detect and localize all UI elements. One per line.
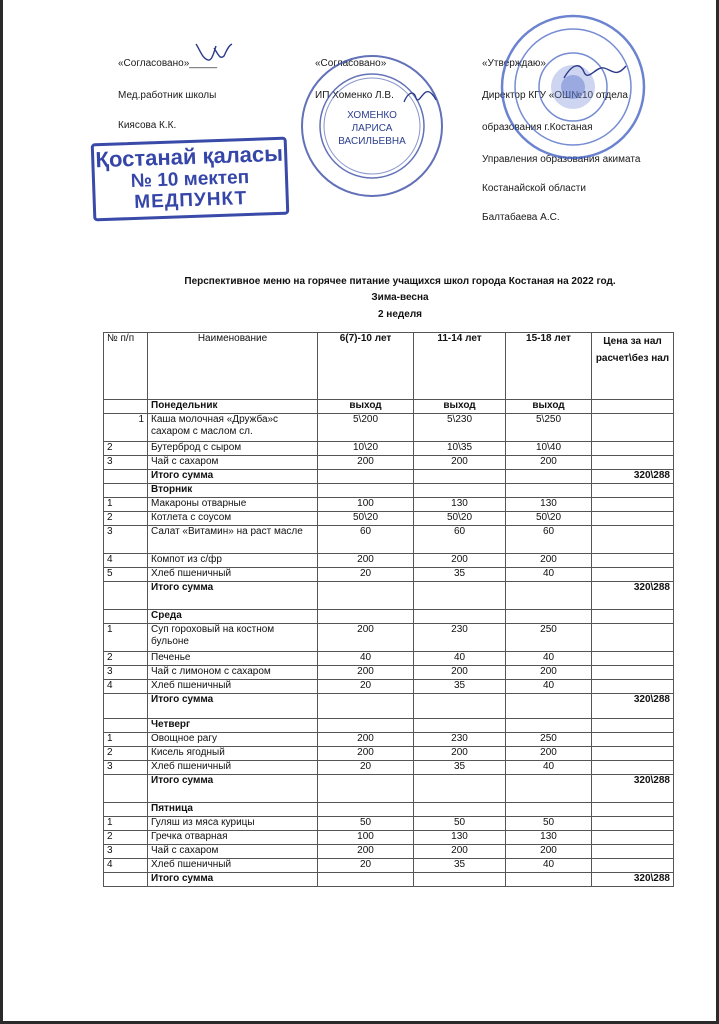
total-row <box>104 873 674 887</box>
cell-num: 2 <box>104 747 148 761</box>
table-row <box>104 859 674 873</box>
cell-age-3 <box>506 484 592 498</box>
cell-name: Хлеб пшеничный <box>148 859 318 873</box>
cell-num: 3 <box>104 456 148 470</box>
cell-age-1: 200 <box>318 456 414 470</box>
cell-price <box>592 484 674 498</box>
table-header-row <box>104 333 674 400</box>
cell-price <box>592 845 674 859</box>
cell-price: 320\288 <box>592 694 674 719</box>
director-line: Директор КГУ «ОШ№10 отдела <box>482 90 628 101</box>
ip-name: ИП Хоменко Л.В. <box>315 90 394 101</box>
cell-price: 320\288 <box>592 470 674 484</box>
cell-price <box>592 733 674 747</box>
cell-age-1: 200 <box>318 554 414 568</box>
cell-age-1: 200 <box>318 624 414 652</box>
medic-position: Мед.работник школы <box>118 90 217 101</box>
cell-age-1: 200 <box>318 747 414 761</box>
cell-num: 1 <box>104 733 148 747</box>
ip-stamp-line: ВАСИЛЬЕВНА <box>338 136 406 147</box>
total-row <box>104 694 674 719</box>
cell-age-2 <box>414 775 506 803</box>
cell-num <box>104 484 148 498</box>
cell-num: 3 <box>104 845 148 859</box>
cell-age-3 <box>506 694 592 719</box>
cell-name: Четверг <box>148 719 318 733</box>
ip-stamp-line: ЛАРИСА <box>351 123 393 134</box>
cell-age-3: 40 <box>506 680 592 694</box>
cell-age-2: 130 <box>414 831 506 845</box>
cell-price <box>592 624 674 652</box>
table-row <box>104 624 674 652</box>
cell-age-2: 35 <box>414 761 506 775</box>
cell-age-3: 200 <box>506 845 592 859</box>
cell-num: 1 <box>104 414 148 442</box>
cell-age-1: 200 <box>318 666 414 680</box>
cell-age-1: 100 <box>318 831 414 845</box>
cell-age-1 <box>318 694 414 719</box>
cell-name: Хлеб пшеничный <box>148 568 318 582</box>
director-line: Управления образования акимата <box>482 154 641 165</box>
cell-num <box>104 694 148 719</box>
cell-name: Котлета с соусом <box>148 512 318 526</box>
cell-name: Бутерброд с сыром <box>148 442 318 456</box>
cell-name: Гречка отварная <box>148 831 318 845</box>
cell-name: Чай с лимоном с сахаром <box>148 666 318 680</box>
cell-num: 3 <box>104 666 148 680</box>
cell-age-2 <box>414 582 506 610</box>
cell-age-3 <box>506 803 592 817</box>
cell-age-1: 10\20 <box>318 442 414 456</box>
cell-price <box>592 817 674 831</box>
day-header-row <box>104 400 674 414</box>
cell-age-3: 250 <box>506 733 592 747</box>
cell-age-3: 40 <box>506 859 592 873</box>
season-label: Зима-весна <box>371 292 429 303</box>
cell-age-3: 40 <box>506 652 592 666</box>
cell-price <box>592 526 674 554</box>
cell-age-2: 230 <box>414 624 506 652</box>
cell-age-2 <box>414 803 506 817</box>
cell-age-3: 40 <box>506 568 592 582</box>
cell-age-1: 50 <box>318 817 414 831</box>
cell-age-2: выход <box>414 400 506 414</box>
cell-num: 4 <box>104 554 148 568</box>
cell-name: Итого сумма <box>148 470 318 484</box>
table-row <box>104 512 674 526</box>
table-row <box>104 414 674 442</box>
cell-age-1: 20 <box>318 680 414 694</box>
cell-name: Салат «Витамин» на раст масле <box>148 526 318 554</box>
cell-price <box>592 652 674 666</box>
cell-num: 2 <box>104 512 148 526</box>
header-age-3: 15-18 лет <box>506 333 592 400</box>
cell-age-3 <box>506 775 592 803</box>
cell-age-3: выход <box>506 400 592 414</box>
director-name: Балтабаева А.С. <box>482 212 560 223</box>
cell-num <box>104 803 148 817</box>
menu-table <box>103 332 674 887</box>
table-row <box>104 652 674 666</box>
cell-age-2: 50\20 <box>414 512 506 526</box>
cell-num <box>104 582 148 610</box>
cell-age-1 <box>318 484 414 498</box>
cell-name: Компот из с/фр <box>148 554 318 568</box>
cell-name: Итого сумма <box>148 775 318 803</box>
cell-age-2: 5\230 <box>414 414 506 442</box>
cell-num: 2 <box>104 831 148 845</box>
table-row <box>104 568 674 582</box>
cell-num: 3 <box>104 761 148 775</box>
cell-age-2 <box>414 719 506 733</box>
cell-price <box>592 568 674 582</box>
cell-price <box>592 400 674 414</box>
cell-age-2 <box>414 873 506 887</box>
ip-round-stamp <box>298 52 446 200</box>
medic-name: Киясова К.К. <box>118 120 177 131</box>
cell-num: 5 <box>104 568 148 582</box>
cell-price <box>592 498 674 512</box>
table-row <box>104 747 674 761</box>
cell-age-1 <box>318 582 414 610</box>
header-age-2: 11-14 лет <box>414 333 506 400</box>
agreed-medic-label: «Согласовано»_____ <box>118 58 218 69</box>
cell-name: Овощное рагу <box>148 733 318 747</box>
cell-age-1: 100 <box>318 498 414 512</box>
signature-medic-icon <box>190 38 240 70</box>
cell-num: 1 <box>104 817 148 831</box>
header-age-1: 6(7)-10 лет <box>318 333 414 400</box>
medpunkt-stamp-line: № 10 мектеп <box>130 166 250 193</box>
day-header-row <box>104 719 674 733</box>
cell-name: Среда <box>148 610 318 624</box>
cell-age-3: 50\20 <box>506 512 592 526</box>
table-row <box>104 831 674 845</box>
header-num: № п/п <box>104 333 148 400</box>
cell-name: Вторник <box>148 484 318 498</box>
cell-age-3: 50 <box>506 817 592 831</box>
cell-num: 2 <box>104 442 148 456</box>
approved-label: «Утверждаю» <box>482 58 546 69</box>
cell-age-3 <box>506 610 592 624</box>
cell-name: Понедельник <box>148 400 318 414</box>
cell-age-2 <box>414 470 506 484</box>
cell-price <box>592 859 674 873</box>
signature-ip-icon <box>400 84 440 110</box>
cell-name: Каша молочная «Дружба»с сахаром с маслом сл. <box>148 414 318 442</box>
cell-price <box>592 512 674 526</box>
document-title: Перспективное меню на горячее питание учащихся школ города Костаная на 2022 год. <box>184 276 616 287</box>
cell-num: 3 <box>104 526 148 554</box>
cell-price: 320\288 <box>592 582 674 610</box>
cell-age-1 <box>318 803 414 817</box>
cell-age-1 <box>318 873 414 887</box>
cell-age-3: 250 <box>506 624 592 652</box>
cell-age-1: 5\200 <box>318 414 414 442</box>
day-header-row <box>104 803 674 817</box>
day-header-row <box>104 610 674 624</box>
cell-age-2: 200 <box>414 747 506 761</box>
cell-price: 320\288 <box>592 873 674 887</box>
cell-name: Итого сумма <box>148 582 318 610</box>
cell-num: 4 <box>104 859 148 873</box>
cell-age-3: 5\250 <box>506 414 592 442</box>
ip-stamp-line: ХОМЕНКО <box>347 110 397 121</box>
cell-price: 320\288 <box>592 775 674 803</box>
cell-name: Кисель ягодный <box>148 747 318 761</box>
table-row <box>104 680 674 694</box>
cell-name: Печенье <box>148 652 318 666</box>
cell-price <box>592 761 674 775</box>
cell-age-1: 20 <box>318 761 414 775</box>
cell-age-2: 200 <box>414 456 506 470</box>
cell-price <box>592 803 674 817</box>
cell-num <box>104 610 148 624</box>
cell-age-2: 35 <box>414 859 506 873</box>
cell-age-3 <box>506 582 592 610</box>
cell-age-2: 60 <box>414 526 506 554</box>
cell-age-3: 200 <box>506 456 592 470</box>
cell-num <box>104 470 148 484</box>
medpunkt-stamp-line: МЕДПУНКТ <box>133 188 248 213</box>
table-row <box>104 526 674 554</box>
cell-age-1: 20 <box>318 568 414 582</box>
cell-age-3: 130 <box>506 831 592 845</box>
table-row <box>104 666 674 680</box>
table-row <box>104 442 674 456</box>
cell-age-2: 35 <box>414 680 506 694</box>
table-row <box>104 554 674 568</box>
cell-name: Макароны отварные <box>148 498 318 512</box>
cell-age-2: 130 <box>414 498 506 512</box>
cell-age-2: 50 <box>414 817 506 831</box>
cell-price <box>592 747 674 761</box>
cell-age-1: 20 <box>318 859 414 873</box>
total-row <box>104 775 674 803</box>
week-label: 2 неделя <box>377 309 423 320</box>
cell-age-1: 200 <box>318 733 414 747</box>
signature-director-icon <box>560 58 630 88</box>
cell-age-2: 230 <box>414 733 506 747</box>
cell-age-3: 10\40 <box>506 442 592 456</box>
cell-age-2 <box>414 610 506 624</box>
cell-price <box>592 456 674 470</box>
cell-num <box>104 873 148 887</box>
cell-age-1: 60 <box>318 526 414 554</box>
cell-price <box>592 680 674 694</box>
cell-age-1 <box>318 610 414 624</box>
menu-table-body <box>104 333 674 887</box>
page-frame-left <box>0 0 3 1024</box>
cell-age-3 <box>506 719 592 733</box>
cell-num <box>104 775 148 803</box>
cell-age-1: 50\20 <box>318 512 414 526</box>
medpunkt-stamp <box>91 137 290 222</box>
cell-price <box>592 719 674 733</box>
cell-age-1 <box>318 470 414 484</box>
cell-price <box>592 442 674 456</box>
cell-age-3: 60 <box>506 526 592 554</box>
medpunkt-stamp-line: Қостанай қаласы <box>95 140 284 173</box>
cell-age-2: 35 <box>414 568 506 582</box>
cell-age-1: выход <box>318 400 414 414</box>
cell-num: 1 <box>104 624 148 652</box>
cell-name: Пятница <box>148 803 318 817</box>
cell-name: Суп гороховый на костном бульоне <box>148 624 318 652</box>
agreed-ip-label: «Согласовано» <box>315 58 387 69</box>
cell-age-3: 200 <box>506 554 592 568</box>
cell-name: Итого сумма <box>148 873 318 887</box>
cell-name: Чай с сахаром <box>148 845 318 859</box>
cell-age-3 <box>506 470 592 484</box>
cell-name: Хлеб пшеничный <box>148 680 318 694</box>
cell-age-2: 200 <box>414 554 506 568</box>
cell-num: 4 <box>104 680 148 694</box>
table-row <box>104 761 674 775</box>
cell-num <box>104 719 148 733</box>
table-row <box>104 845 674 859</box>
total-row <box>104 582 674 610</box>
day-header-row <box>104 484 674 498</box>
table-row <box>104 456 674 470</box>
cell-age-1: 200 <box>318 845 414 859</box>
cell-num: 1 <box>104 498 148 512</box>
cell-price <box>592 831 674 845</box>
cell-age-2 <box>414 484 506 498</box>
cell-age-2: 40 <box>414 652 506 666</box>
cell-name: Гуляш из мяса курицы <box>148 817 318 831</box>
cell-num <box>104 400 148 414</box>
cell-age-2: 200 <box>414 845 506 859</box>
cell-price <box>592 554 674 568</box>
table-row <box>104 498 674 512</box>
header-price: Цена за нал расчет\без нал <box>592 333 674 400</box>
cell-age-2: 200 <box>414 666 506 680</box>
cell-name: Чай с сахаром <box>148 456 318 470</box>
cell-age-3 <box>506 873 592 887</box>
cell-age-3: 200 <box>506 666 592 680</box>
cell-name: Хлеб пшеничный <box>148 761 318 775</box>
cell-age-2 <box>414 694 506 719</box>
total-row <box>104 470 674 484</box>
cell-age-2: 10\35 <box>414 442 506 456</box>
cell-name: Итого сумма <box>148 694 318 719</box>
director-line: образования г.Костаная <box>482 122 593 133</box>
header-name: Наименование <box>148 333 318 400</box>
cell-age-1: 40 <box>318 652 414 666</box>
table-row <box>104 733 674 747</box>
cell-price <box>592 414 674 442</box>
cell-age-3: 40 <box>506 761 592 775</box>
cell-age-1 <box>318 719 414 733</box>
cell-price <box>592 666 674 680</box>
table-row <box>104 817 674 831</box>
director-line: Костанайской области <box>482 183 586 194</box>
cell-age-1 <box>318 775 414 803</box>
cell-price <box>592 610 674 624</box>
cell-num: 2 <box>104 652 148 666</box>
cell-age-3: 130 <box>506 498 592 512</box>
cell-age-3: 200 <box>506 747 592 761</box>
